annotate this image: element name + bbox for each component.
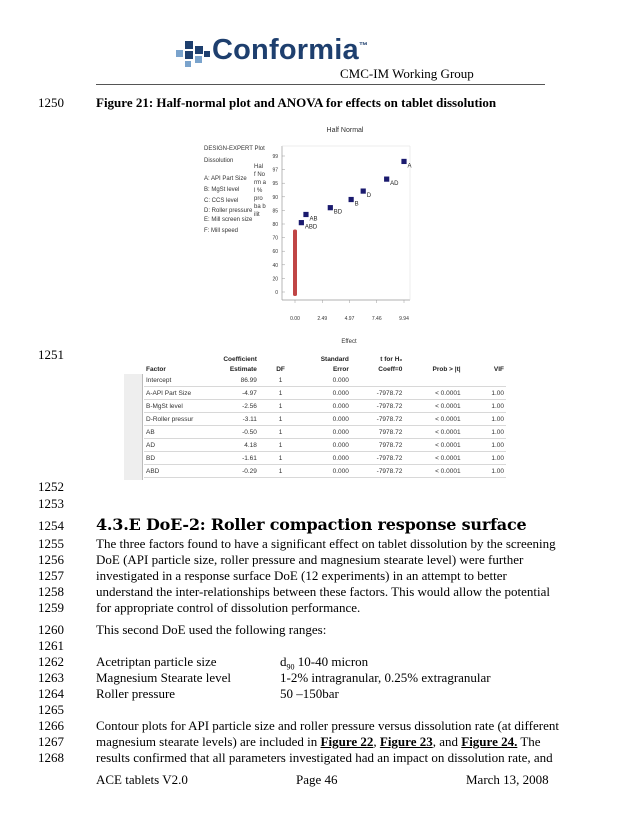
table-cell: 1.00 — [491, 467, 504, 475]
line-number: 1255 — [38, 536, 64, 551]
table-row — [144, 413, 506, 426]
table-cell: 1.00 — [491, 454, 504, 462]
table-cell: 1.00 — [491, 415, 504, 423]
legend-factor: E: Mill screen size — [204, 217, 253, 223]
table-cell — [351, 374, 404, 387]
table-cell: < 0.0001 — [435, 441, 461, 449]
line-number: 1259 — [38, 600, 64, 615]
table-cell: -0.29 — [242, 467, 257, 475]
legend-title: DESIGN-EXPERT Plot — [204, 146, 265, 152]
table-cell: < 0.0001 — [435, 402, 461, 410]
y-tick-label: 99 — [272, 154, 278, 160]
table-cell — [404, 374, 462, 387]
effect-point — [401, 159, 406, 164]
x-axis-label: Effect — [341, 339, 357, 345]
effect-point-label: AD — [390, 181, 399, 188]
table-cell: 1 — [278, 402, 283, 410]
table-cell: 0.000 — [332, 376, 349, 384]
table-cell: 1 — [278, 441, 283, 449]
col-header: Coeff=0 — [378, 365, 403, 373]
y-axis-label: Hal f No rm al % pro ba bilit — [254, 164, 266, 218]
table-cell: 1 — [278, 389, 283, 397]
y-tick-label: 80 — [272, 222, 278, 228]
effect-point — [328, 205, 333, 210]
table-side-bar — [124, 374, 143, 480]
table-cell: 0.000 — [332, 441, 349, 449]
table-cell: 1 — [278, 415, 283, 423]
line-number: 1266 — [38, 718, 64, 733]
legend-factor: B: MgSt level — [204, 187, 240, 193]
table-cell: -4.97 — [242, 389, 257, 397]
legend-factor: A: API Part Size — [204, 176, 247, 182]
col-header-top: Coefficient — [223, 355, 257, 363]
effect-point-label: D — [366, 193, 372, 200]
col-header: Factor — [146, 365, 166, 373]
range-value: $d_{90}$ 10-40 micron — [280, 654, 369, 672]
table-row — [144, 374, 506, 387]
line-number: 1252 — [38, 479, 64, 494]
table-cell: 1 — [278, 454, 283, 462]
table-cell: 0.000 — [332, 389, 349, 397]
effect-point-label: BD — [333, 209, 343, 216]
table-row — [144, 400, 506, 413]
paragraph-line: The three factors found to have a significant effect on tablet dissolution by the screening — [96, 536, 556, 551]
table-cell: < 0.0001 — [435, 428, 461, 436]
y-tick-label: 70 — [272, 235, 278, 242]
header-rule — [96, 84, 545, 85]
logo-text: Conformia™ — [212, 34, 369, 66]
col-header: VIF — [493, 365, 504, 373]
col-header: Prob > |t| — [432, 365, 461, 373]
range-value: 1-2% intragranular, 0.25% extragranular — [280, 670, 491, 685]
col-header: Estimate — [229, 365, 257, 373]
table-cell: AD — [146, 441, 156, 449]
chart-title: Half Normal — [326, 127, 364, 134]
line-number: 1260 — [38, 622, 64, 637]
legend-factor: F: Mill speed — [204, 228, 239, 234]
effect-point-label: AB — [309, 216, 318, 223]
x-tick-label: 9.94 — [399, 316, 409, 322]
line-number: 1251 — [38, 347, 64, 362]
table-cell: < 0.0001 — [435, 415, 461, 423]
y-tick-label: 0 — [275, 290, 278, 296]
half-normal-plot — [196, 118, 426, 350]
table-cell: BD — [146, 454, 156, 462]
y-tick-label: 40 — [272, 262, 278, 269]
table-cell: 0.000 — [332, 402, 349, 410]
figure-22-link[interactable]: Figure 22 — [320, 734, 374, 749]
table-cell: 1.00 — [491, 441, 504, 449]
table-cell: -2.56 — [242, 402, 257, 410]
effect-point — [299, 220, 304, 225]
line-number: 1261 — [38, 638, 64, 653]
effect-point — [384, 177, 389, 182]
line-number: 1265 — [38, 702, 64, 717]
paragraph-line: results confirmed that all parameters investigated had an impact on dissolution rate, and — [96, 750, 553, 765]
table-cell: 1 — [278, 467, 283, 475]
effect-point-label: A — [407, 163, 412, 170]
table-cell: Intercept — [146, 376, 172, 384]
y-tick-label: 85 — [272, 208, 278, 215]
table-cell: 0.000 — [332, 415, 349, 423]
table-cell — [463, 374, 506, 387]
line-number: 1267 — [38, 734, 64, 749]
x-tick-label: 7.46 — [371, 316, 382, 322]
table-cell: -7978.72 — [376, 454, 403, 462]
table-cell: 4.18 — [244, 441, 257, 449]
x-tick-label: 4.97 — [344, 316, 355, 322]
figure-caption: Figure 21: Half-normal plot and ANOVA for effects on tablet dissolution — [96, 95, 497, 110]
col-header: DF — [276, 365, 285, 373]
line-number: 1258 — [38, 584, 64, 599]
table-cell: B-MgSt level — [146, 402, 183, 410]
table-cell: 1.00 — [491, 389, 504, 397]
line-number: 1254 — [38, 518, 64, 533]
y-tick-label: 60 — [272, 249, 278, 256]
table-cell: 1.00 — [491, 402, 504, 410]
figure-24-link[interactable]: Figure 24. — [461, 734, 518, 749]
line-number: 1250 — [38, 95, 64, 110]
x-tick-label: 0.00 — [290, 316, 300, 322]
table-cell: -0.50 — [242, 428, 257, 436]
footer-page: Page 46 — [296, 772, 338, 787]
table-cell: 7978.72 — [378, 428, 403, 436]
y-tick-label: 90 — [272, 194, 278, 201]
table-row — [144, 465, 506, 478]
table-cell: 7978.72 — [378, 441, 403, 449]
range-value: 50 –150bar — [280, 686, 339, 701]
legend-factor: D: Roller pressure — [204, 208, 253, 214]
line-number: 1253 — [38, 496, 64, 511]
table-cell: -1.61 — [242, 454, 257, 462]
logo-dots-icon — [176, 38, 212, 68]
table-row — [144, 387, 506, 400]
table-cell: -7978.72 — [376, 467, 403, 475]
y-tick-label: 97 — [272, 167, 278, 174]
x-tick-label: 2.49 — [317, 316, 328, 322]
footer-left: ACE tablets V2.0 — [96, 772, 188, 787]
table-cell: < 0.0001 — [435, 389, 461, 397]
header-group: CMC-IM Working Group — [340, 66, 474, 81]
line-number: 1256 — [38, 552, 64, 567]
line-number: 1268 — [38, 750, 64, 765]
table-cell: -7978.72 — [376, 402, 403, 410]
table-cell: A-API Part Size — [146, 389, 192, 397]
table-cell: -3.11 — [242, 415, 257, 423]
table-cell: ABD — [146, 467, 160, 475]
y-tick-label: 95 — [272, 181, 278, 188]
line-number: 1264 — [38, 686, 64, 701]
table-cell: 0.000 — [332, 454, 349, 462]
table-cell: 1 — [278, 376, 283, 384]
effect-point — [303, 212, 308, 217]
range-name: Magnesium Stearate level — [96, 670, 232, 685]
paragraph-line: Contour plots for API particle size and roller pressure versus dissolution rate (at different — [96, 718, 559, 733]
legend-response: Dissolution — [204, 158, 234, 164]
anova-table — [124, 354, 504, 486]
table-cell: AB — [146, 428, 155, 436]
line-number: 1262 — [38, 654, 64, 669]
table-cell: 1.00 — [491, 428, 504, 436]
table-row — [144, 426, 506, 439]
table-cell: < 0.0001 — [435, 454, 461, 462]
paragraph-line: DoE (API particle size, roller pressure and magnesium stearate level) were further — [96, 552, 524, 567]
y-tick-label: 20 — [272, 276, 278, 283]
range-name: Acetriptan particle size — [96, 654, 217, 669]
table-cell: 0.000 — [332, 428, 349, 436]
line-number: 1257 — [38, 568, 64, 583]
paragraph-line: investigated in a response surface DoE (12 experiments) in an attempt to better — [96, 568, 507, 583]
footer-date: March 13, 2008 — [466, 772, 549, 787]
col-header-top: Standard — [320, 355, 349, 363]
col-header-top: t for H₀ — [380, 355, 403, 363]
col-header: Error — [332, 365, 349, 373]
paragraph-line: This second DoE used the following ranges: — [96, 622, 327, 637]
table-cell: -7978.72 — [376, 415, 403, 423]
table-row — [144, 452, 506, 465]
line-number: 1263 — [38, 670, 64, 685]
effect-point-label: ABD — [304, 224, 318, 231]
table-cell: 86.99 — [240, 376, 257, 384]
effect-point — [349, 197, 354, 202]
range-name: Roller pressure — [96, 686, 176, 701]
paragraph-line: understand the inter-relationships between these factors. This would allow the potential — [96, 584, 551, 599]
legend-factor: C: CCS level — [204, 198, 239, 204]
paragraph-line: magnesium stearate levels) are included in Figure 22, Figure 23, and Figure 24. The — [96, 734, 541, 749]
figure-23-link[interactable]: Figure 23 — [379, 734, 433, 749]
table-cell: -7978.72 — [376, 389, 403, 397]
effect-point-label: B — [354, 201, 359, 208]
table-cell: 1 — [278, 428, 283, 436]
table-cell: D-Roller pressur — [146, 415, 194, 423]
section-heading: 4.3.E DoE-2: Roller compaction response surface — [96, 515, 527, 534]
paragraph-line: for appropriate control of dissolution performance. — [96, 600, 361, 615]
table-cell: 0.000 — [332, 467, 349, 475]
table-cell: < 0.0001 — [435, 467, 461, 475]
effect-point — [361, 188, 366, 193]
table-row — [144, 439, 506, 452]
